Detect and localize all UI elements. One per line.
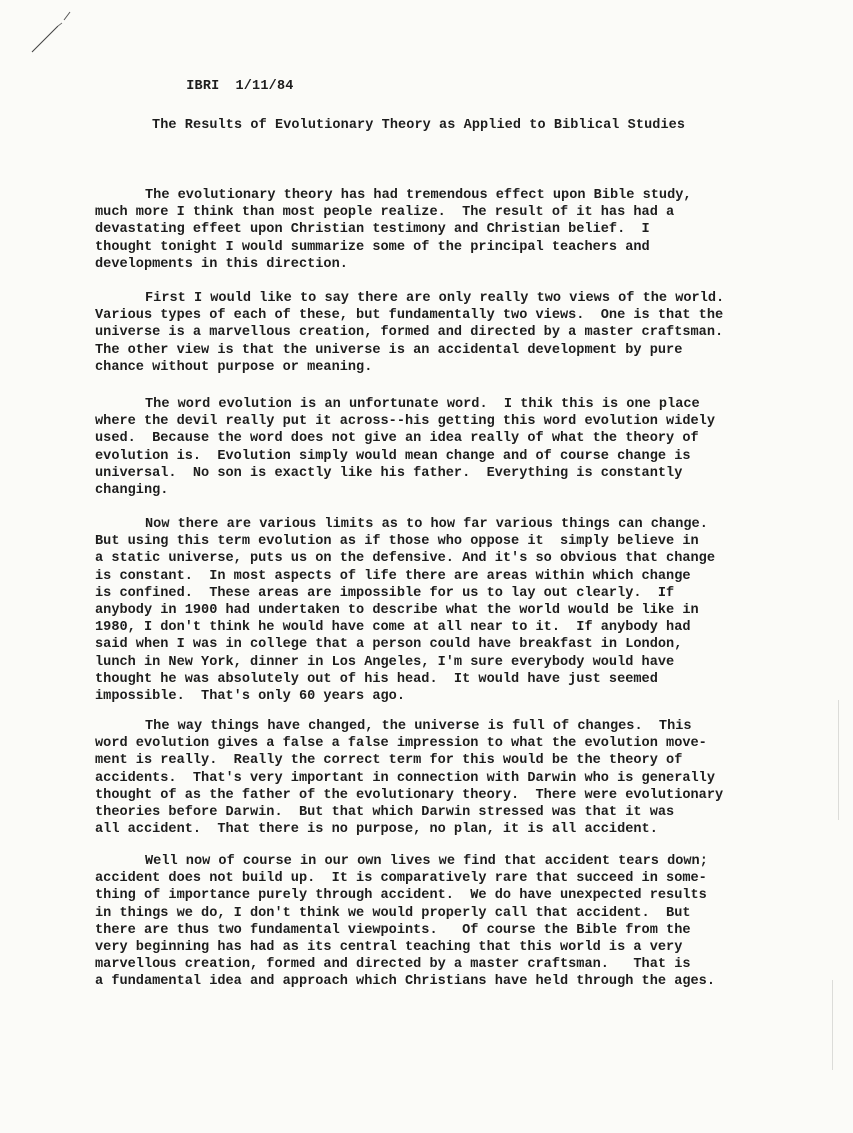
text-line: much more I think than most people realize. The result of it has had a xyxy=(95,205,675,221)
text-line: in things we do, I don't think we would properly call that accident. But xyxy=(95,905,691,921)
text-line: universal. No son is exactly like his father. Everything is constantly xyxy=(95,465,683,481)
text-line: chance without purpose or meaning. xyxy=(95,359,373,375)
text-line: thought tonight I would summarize some of the principal teachers and xyxy=(95,239,650,255)
text-line: accidents. That's very important in connection with Darwin who is generally xyxy=(95,770,715,786)
text-line: But using this term evolution as if those who oppose it simply believe in xyxy=(95,534,699,550)
text-line: all accident. That there is no purpose, no plan, it is all accident. xyxy=(95,822,658,838)
text-line: theories before Darwin. But that which Darwin stressed was that it was xyxy=(95,805,675,821)
paragraph-2 xyxy=(95,290,775,376)
text-line: thought he was absolutely out of his head. It would have just seemed xyxy=(95,671,658,687)
paragraph-6 xyxy=(95,853,775,991)
text-line: is confined. These areas are impossible for us to lay out clearly. If xyxy=(95,585,675,601)
text-line: a static universe, puts us on the defensive. And it's so obvious that change xyxy=(95,551,715,567)
text-line: universe is a marvellous creation, formed and directed by a master craftsman. xyxy=(95,325,724,341)
text-line: The evolutionary theory has had tremendous effect upon Bible study, xyxy=(145,188,692,203)
paragraph-4 xyxy=(95,516,775,705)
text-line: said when I was in college that a person could have breakfast in London, xyxy=(95,637,683,653)
text-line: marvellous creation, formed and directed by a master craftsman. That is xyxy=(95,957,691,973)
header-date: 1/11/84 xyxy=(235,79,294,94)
text-line: very beginning has had as its central teaching that this world is a very xyxy=(95,940,683,956)
text-line: devastating effeet upon Christian testimony and Christian belief. I xyxy=(95,222,650,238)
text-line: there are thus two fundamental viewpoints. Of course the Bible from the xyxy=(95,922,691,938)
text-line: First I would like to say there are only really two views of the world. xyxy=(145,291,725,306)
edge-scratch xyxy=(832,980,833,1070)
text-line: thought of as the father of the evolutionary theory. There were evolutionary xyxy=(95,787,724,803)
text-line: changing. xyxy=(95,483,169,499)
text-line: Various types of each of these, but fundamentally two views. One is that the xyxy=(95,308,724,324)
text-line: evolution is. Evolution simply would mean change and of course change is xyxy=(95,448,691,464)
text-line: The word evolution is an unfortunate word. I thik this is one place xyxy=(145,397,700,412)
text-line: accident does not build up. It is comparatively rare that succeed in some- xyxy=(95,871,707,887)
text-line: developments in this direction. xyxy=(95,256,348,272)
text-line: The way things have changed, the universe is full of changes. This xyxy=(145,719,692,734)
text-line: thing of importance purely through accident. We do have unexpected results xyxy=(95,888,707,904)
text-line: impossible. That's only 60 years ago. xyxy=(95,689,405,705)
text-line: ment is really. Really the correct term for this would be the theory of xyxy=(95,753,683,769)
text-line: Well now of course in our own lives we find that accident tears down; xyxy=(145,854,708,869)
text-line: word evolution gives a false a false impression to what the evolution move- xyxy=(95,736,707,752)
text-line: anybody in 1900 had undertaken to describe what the world would be like in xyxy=(95,603,699,619)
edge-scratch xyxy=(838,700,839,820)
header-org: IBRI xyxy=(186,79,220,94)
text-line: The other view is that the universe is an accidental development by pure xyxy=(95,342,683,358)
document-title: The Results of Evolutionary Theory as Applied to Biblical Studies xyxy=(152,118,686,133)
text-line: Now there are various limits as to how far various things can change. xyxy=(145,517,708,532)
paragraph-3 xyxy=(95,396,775,499)
text-line: lunch in New York, dinner in Los Angeles, I'm sure everybody would have xyxy=(95,654,675,670)
text-line: 1980, I don't think he would have come at all near to it. If anybody had xyxy=(95,620,691,636)
paragraph-1 xyxy=(95,187,775,273)
text-line: a fundamental idea and approach which Christians have held through the ages. xyxy=(95,974,715,990)
text-line: is constant. In most aspects of life there are areas within which change xyxy=(95,568,691,584)
pen-mark xyxy=(28,10,78,55)
text-line: where the devil really put it across--his getting this word evolution widely xyxy=(95,414,715,430)
document-header xyxy=(153,64,310,109)
text-line: used. Because the word does not give an idea really of what the theory of xyxy=(95,431,699,447)
paragraph-5 xyxy=(95,718,775,838)
